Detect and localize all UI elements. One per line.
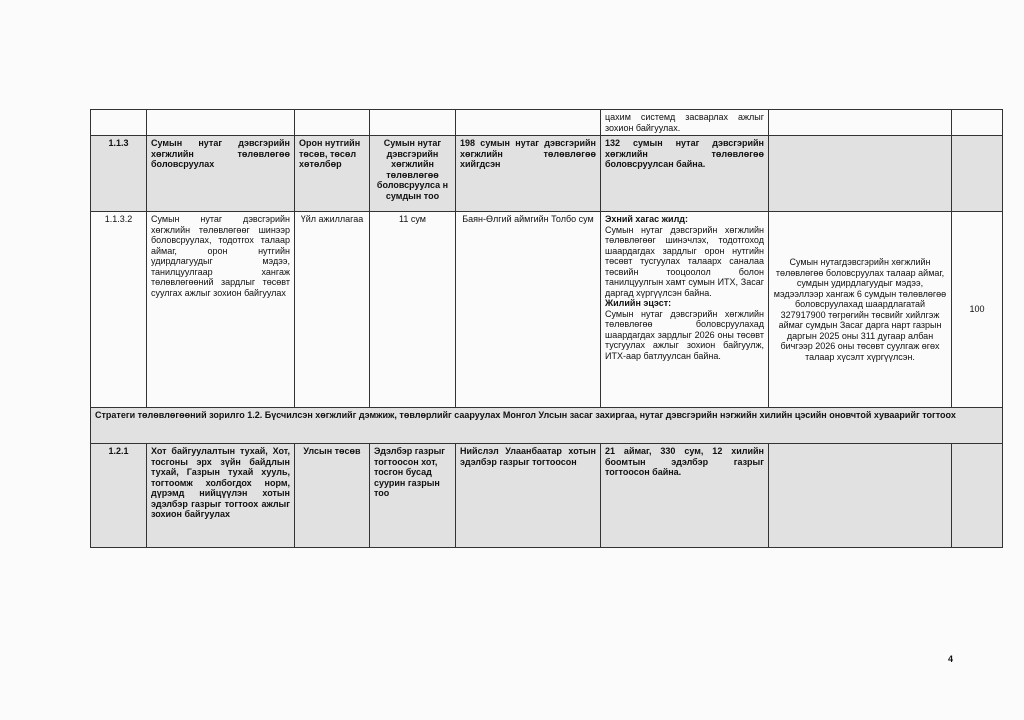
table-row-1-1-3-2 — [91, 212, 1003, 408]
table-row-strategy-goal — [91, 408, 1003, 444]
plan-table — [90, 109, 1003, 548]
target-cell: Баян-Өлгий аймгийн Толбо сум — [456, 212, 601, 408]
result-cell: 21 аймаг, 330 сум, 12 хилийн боомтын эдэлбэр газрыг тогтоосон байна. — [601, 444, 769, 548]
report-cell: Сумын нутагдэвсгэрийн хөгжлийн төлөвлөгөө боловсруулах талаар аймаг, сумдын удирдлагуудыг мэдээ, мэдээллээр хангаж 6 сумдын төлөвлөгөө боловсруулахад шаардлагатай 327917900 төгрөгийн төсвийг хийлгэж аймаг сумдын Засаг дарга нарт газрын даргын 2025 оны 311 дугаар албан бичгээр 2026 оны төсөвт суулгаж өгөх талаар хүсэлт хүргүүлсэн. — [769, 212, 952, 408]
first-half-text: Сумын нутаг дэвсгэрийн хөгжлийн төлөвлөгөөг шинэчлэх, тодотгоход шаардагдах зардлыг орон нутгийн төсөвт тусгуулах талаарх саналаа төсвийн тооцоолол болон танилцуулгын хамт сумын ИТХ, Засаг даргад хүргүүлсэн байна. — [605, 224, 764, 298]
funding-cell: Орон нутгийн төсөв, төсөл хөтөлбөр — [295, 136, 370, 212]
unit-cell: Үйл ажиллагаа — [295, 212, 370, 408]
indicator-cell: Эдэлбэр газрыг тогтоосон хот, тосгон бусад суурин газрын тоо — [370, 444, 456, 548]
result-cell: 132 сумын нутаг дэвсгэрийн хөгжлийн төлөвлөгөө боловсруулсан байна. — [601, 136, 769, 212]
row-number: 1.2.1 — [91, 444, 147, 548]
target-cell: 198 сумын нутаг дэвсгэрийн хөгжлийн төлөвлөгөө хийгдсэн — [456, 136, 601, 212]
indicator-cell: 11 сум — [370, 212, 456, 408]
target-cell: Нийслэл Улаанбаатар хотын эдэлбэр газрыг тогтоосон — [456, 444, 601, 548]
strategy-goal-cell: Стратеги төлөвлөгөөний зорилго 1.2. Бүсчилсэн хөгжлийг дэмжиж, төвлөрлийг сааруулах Монгол Улсын засаг захиргаа, нутаг дэвсгэрийн нэгжийн хилийн цэсийн оновчтой хуваарийг тогтоох — [91, 408, 1003, 444]
activity-cell: Сумын нутаг дэвсгэрийн хөгжлийн төлөвлөгөө боловсруулах — [147, 136, 295, 212]
continuation-result-cell: цахим системд засварлах ажлыг зохион байгуулах. — [601, 110, 769, 136]
activity-cell: Хот байгуулалтын тухай, Хот, тосгоны эрх зүйн байдлын тухай, Газрын тухай хууль, тогтоомж холбогдох норм, дүрэмд нийцүүлэн хотын эдэлбэр газрыг тогтоох ажлыг зохион байгуулах — [147, 444, 295, 548]
page-number: 4 — [948, 654, 954, 664]
activity-cell: Сумын нутаг дэвсгэрийн хөгжлийн төлөвлөгөөг шинээр боловсруулах, тодотгох талаар аймаг, орон нутгийн удирдлагуудыг мэдээ, танилцуулгаар хангаж төлөвлөгөөний зардлыг төсөвт суулгах ажлыг зохион байгуулах — [147, 212, 295, 408]
table-row-1-2-1 — [91, 444, 1003, 548]
year-end-heading: Жилийн эцэст: — [605, 298, 672, 308]
first-half-heading: Эхний хагас жилд: — [605, 214, 689, 224]
row-number: 1.1.3.2 — [91, 212, 147, 408]
result-cell — [601, 212, 769, 408]
table-row-continuation — [91, 110, 1003, 136]
year-end-text: Сумын нутаг дэвсгэрийн хөгжлийн төлөвлөгөө боловсруулахад шаардагдах зардлыг 2026 оны төсөвт тусгуулах ажлыг зохион байгуулж, ИТХ-аар батлуулсан байна. — [605, 308, 764, 361]
indicator-cell: Сумын нутаг дэвсгэрийн хөгжлийн төлөвлөгөө боловсруулса н сумдын тоо — [370, 136, 456, 212]
table-row-1-1-3 — [91, 136, 1003, 212]
row-number: 1.1.3 — [91, 136, 147, 212]
funding-cell: Улсын төсөв — [295, 444, 370, 548]
score-cell: 100 — [952, 212, 1003, 408]
